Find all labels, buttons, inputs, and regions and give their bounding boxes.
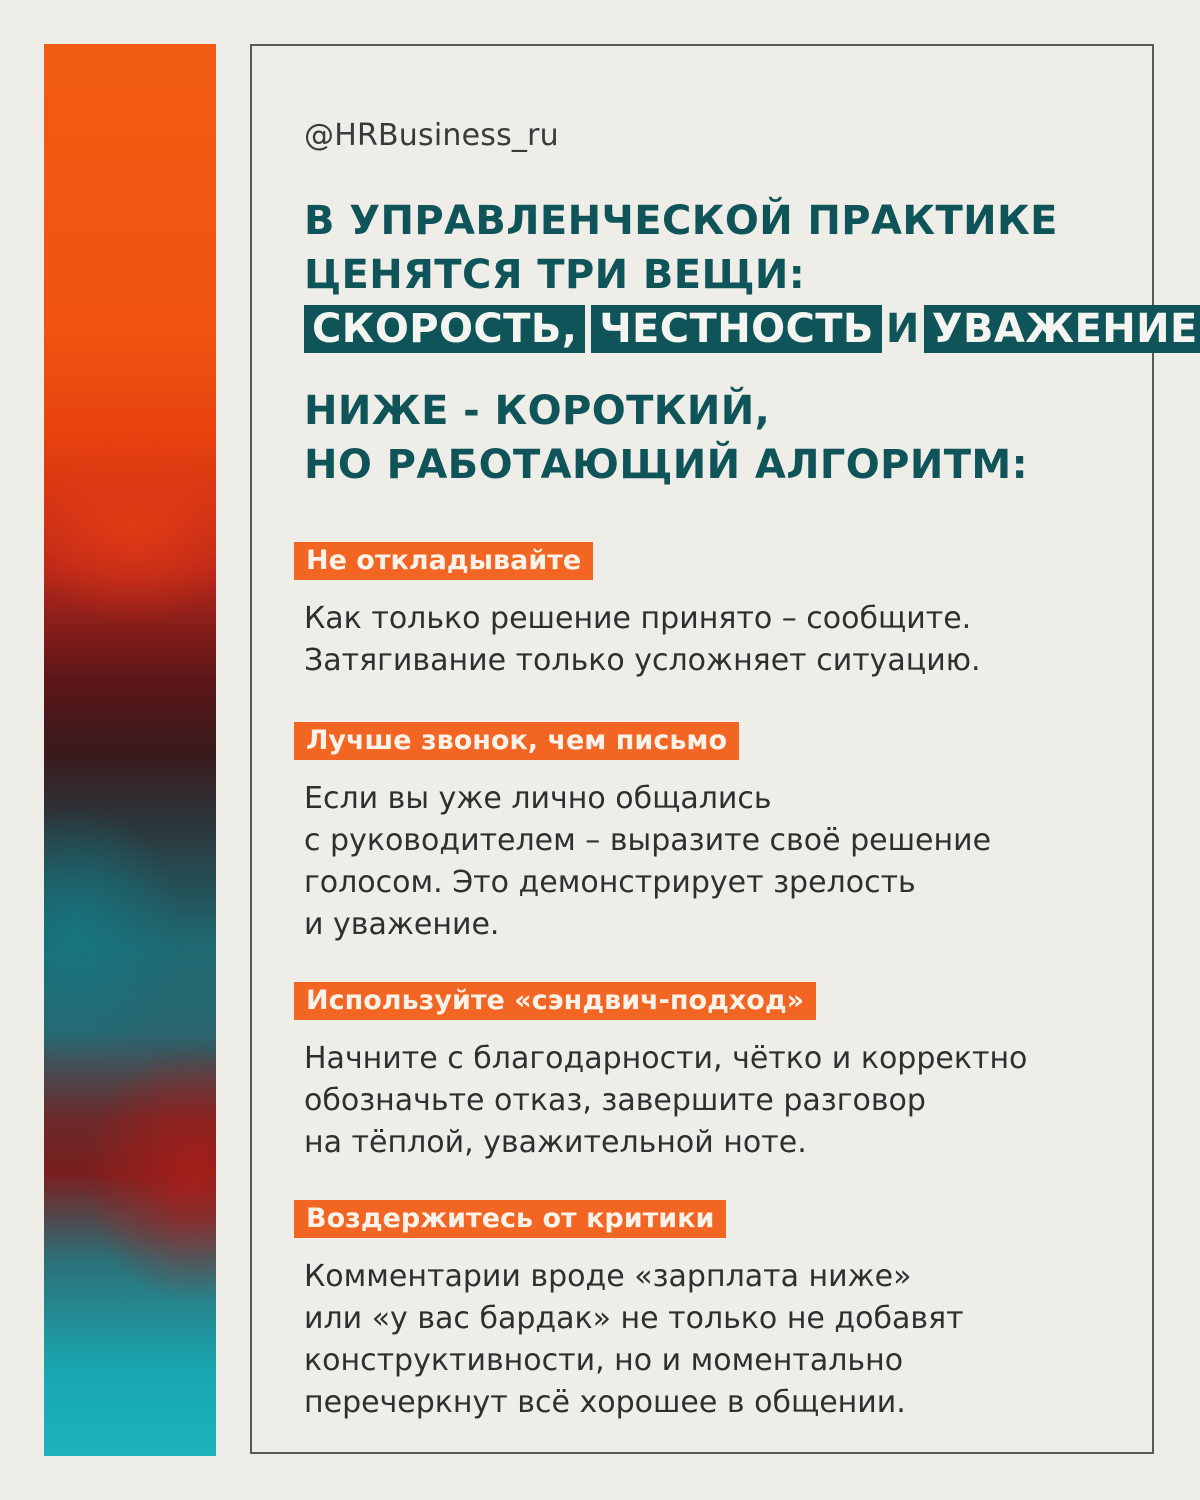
tip-body-line: Затягивание только усложняет ситуацию. (304, 643, 981, 678)
decorative-gradient-strip (44, 44, 216, 1456)
headline-line-2: ЦЕНЯТСЯ ТРИ ВЕЩИ: (304, 252, 806, 298)
subheadline-line-2: НО РАБОТАЮЩИЙ АЛГОРИТМ: (304, 442, 1029, 488)
tip-body (294, 598, 981, 682)
headline (304, 194, 1200, 356)
tip-body-line: обозначьте отказ, завершите разговор (304, 1083, 926, 1118)
tip-body-line: или «у вас бардак» не только не добавят (304, 1301, 964, 1336)
tip-body-line: Начните с благодарности, чётко и корректно (304, 1041, 1028, 1076)
content-card (250, 44, 1198, 1454)
highlight-respect: УВАЖЕНИЕ (924, 305, 1200, 353)
gradient-blob-orange (44, 424, 216, 624)
tip-section-2 (294, 722, 991, 946)
tip-title: Используйте «сэндвич-подход» (294, 982, 816, 1020)
headline-line-1: В УПРАВЛЕНЧЕСКОЙ ПРАКТИКЕ (304, 198, 1058, 244)
tip-title: Лучше звонок, чем письмо (294, 722, 739, 760)
headline-line-3 (304, 302, 1200, 356)
tip-section-4 (294, 1200, 964, 1424)
tip-body-line: на тёплой, уважительной ноте. (304, 1125, 807, 1160)
tip-body-line: перечеркнут всё хорошее в общении. (304, 1385, 906, 1420)
tip-title: Не откладывайте (294, 542, 593, 580)
tip-body-line: конструктивности, но и моментально (304, 1343, 904, 1378)
tip-title: Воздержитесь от критики (294, 1200, 726, 1238)
tip-body-line: Как только решение принято – сообщите. (304, 601, 972, 636)
tip-body-line: с руководителем – выразите своё решение (304, 823, 992, 858)
gradient-blob-teal (44, 804, 184, 1064)
tip-body (294, 778, 991, 946)
tip-body (294, 1256, 964, 1424)
highlight-honesty: ЧЕСТНОСТЬ (591, 305, 882, 353)
tip-body-line: и уважение. (304, 907, 500, 942)
tip-body-line: голосом. Это демонстрирует зрелость (304, 865, 916, 900)
tip-section-1 (294, 542, 981, 682)
headline-conjunction: И (885, 306, 920, 352)
highlight-speed: СКОРОСТЬ, (304, 305, 585, 353)
subheadline-line-1: НИЖЕ - КОРОТКИЙ, (304, 388, 771, 434)
subheadline (304, 384, 1028, 492)
tip-body-line: Если вы уже лично общались (304, 781, 772, 816)
tip-body-line: Комментарии вроде «зарплата ниже» (304, 1259, 912, 1294)
tip-body (294, 1038, 1027, 1164)
account-handle: @HRBusiness_ru (304, 118, 559, 153)
tip-section-3 (294, 982, 1027, 1164)
gradient-blob-red (84, 1044, 216, 1304)
